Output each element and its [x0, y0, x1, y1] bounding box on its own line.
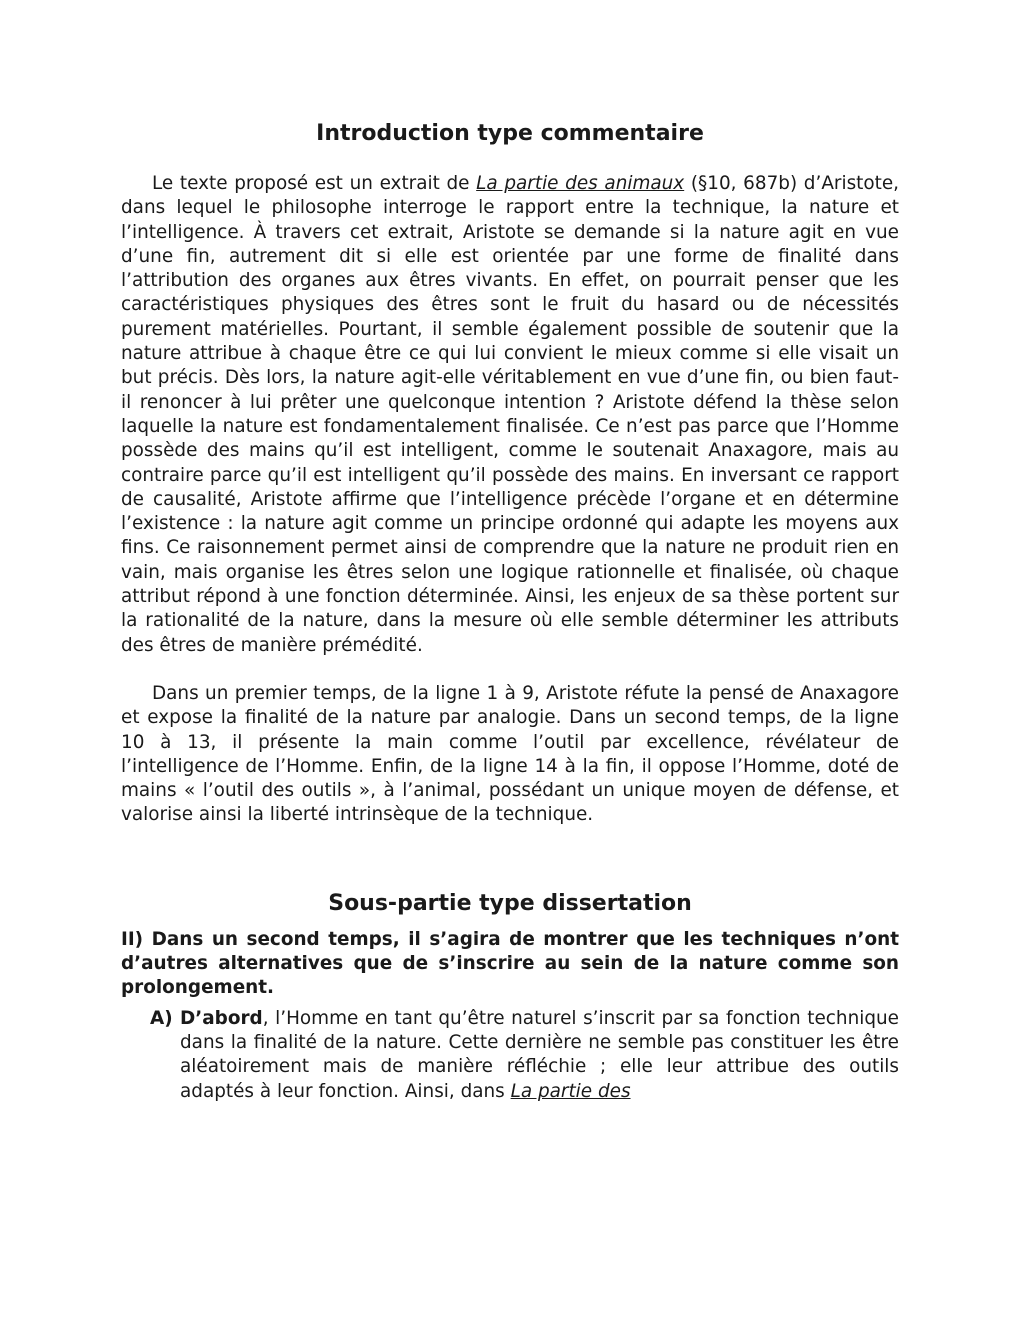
intro-p1-after: (§10, 687b) d’Aristote, dans lequel le philosophe interroge le rapport entre la technique, la nature et l’intelligence. À travers cet extrait, Aristote se demande si la nature agit en vue d’une fin, autrement dit si elle est orientée par une forme de finalité dans l’attribution des organes aux êtres vivants. En effet, on pourrait penser que les caractéristiques physiques des êtres sont le fruit du hasard ou de nécessités purement matérielles. Pourtant, il semble également possible de soutenir que la nature attribue à chaque être ce qui lui convient le mieux comme si elle visait un but précis. Dès lors, la nature agit-elle véritablement en vue d’une fin, ou bien faut-il renoncer à lui prêter une quelconque intention ? Aristote défend la thèse selon laquelle la nature est fondamentalement finalisée. Ce n’est pas parce que l’Homme possède des mains qu’il est intelligent, comme le soutenait Anaxagore, mais au contraire parce qu’il est intelligent qu’il possède des mains. En inversant ce rapport de causalité, Aristote affirme que l’intelligence précède l’organe et en détermine l’existence : la nature agit comme un principe ordonné qui adapte les moyens aux fins. Ce raisonnement permet ainsi de comprendre que la nature ne produit rien en vain, mais organise les êtres selon une logique rationnelle et finalisée, où chaque attribut répond à une fonction déterminée. Ainsi, les enjeux de sa thèse portent sur la rationalité de la nature, dans la mesure où elle semble déterminer les attributs des êtres de manière prémédité. — [121, 173, 899, 656]
dissertation-title: Sous-partie type dissertation — [328, 890, 692, 916]
paragraph-spacer — [121, 658, 899, 682]
work-title-ref: La partie des — [510, 1080, 631, 1102]
subpart-a-text — [180, 1007, 899, 1104]
subpart-body: , l’Homme en tant qu’être naturel s’inscrit par sa fonction technique dans la finalité de la nature. Cette dernière ne semble pas constituer les être aléatoirement mais de manière réfléchie ; elle leur attribue des outils adaptés à leur fonction. Ainsi, dans — [180, 1007, 899, 1102]
subpart-marker: A) — [150, 1007, 173, 1029]
intro-paragraph-1 — [121, 172, 899, 658]
subpart-a — [150, 1007, 899, 1104]
intro-p1-before: Le texte proposé est un extrait de — [152, 173, 477, 194]
work-title: La partie des animaux — [476, 173, 685, 194]
dissertation-thesis: II) Dans un second temps, il s’agira de montrer que les techniques n’ont d’autres alternatives que de s’inscrire au sein de la nature comme son prolongement. — [121, 928, 899, 999]
document-page — [121, 118, 899, 1104]
subpart-lead: D’abord — [180, 1007, 263, 1029]
section-spacer — [121, 828, 899, 888]
intro-paragraph-2: Dans un premier temps, de la ligne 1 à 9, Aristote réfute la pensé de Anaxagore et expose la finalité de la nature par analogie. Dans un second temps, de la ligne 10 à 13, il présente la main comme l’outil par excellence, révélateur de l’intelligence de l’Homme. Enfin, de la ligne 14 à la fin, il oppose l’Homme, doté de mains « l’outil des outils », à l’animal, possédant un unique moyen de défense, et valorise ainsi la liberté intrinsèque de la technique. — [121, 682, 899, 826]
intro-title: Introduction type commentaire — [316, 121, 704, 146]
